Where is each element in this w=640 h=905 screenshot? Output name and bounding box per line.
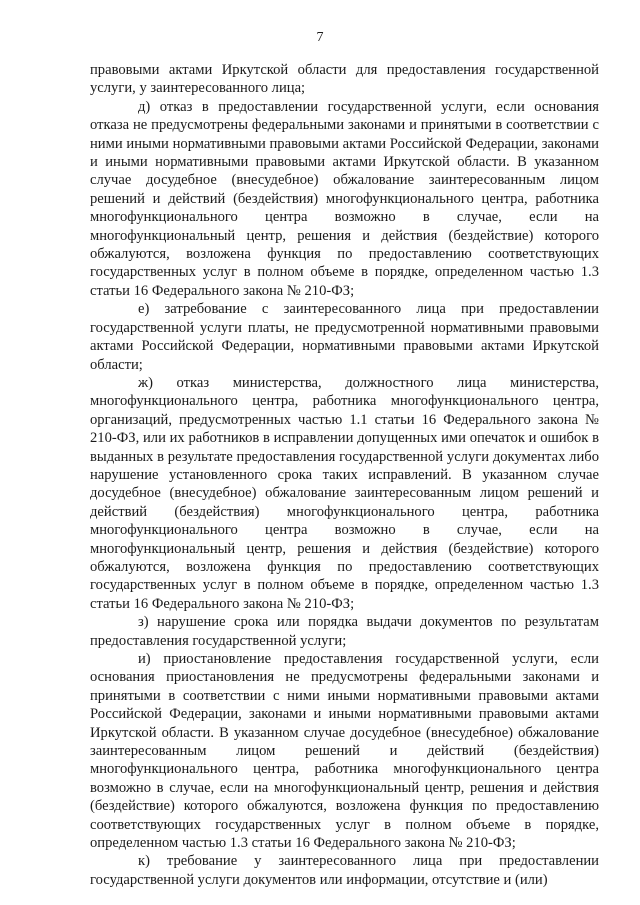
document-body xyxy=(90,61,599,889)
paragraph-item-z: з) нарушение срока или порядка выдачи документов по результатам предоставления государственной услуги; xyxy=(90,614,599,649)
paragraph-item-e: е) затребование с заинтересованного лица при предоставлении государственной услуги платы, не предусмотренной нормативными правовыми актами Российской Федерации, нормативными правовыми актами Иркутской области; xyxy=(90,301,599,373)
page-number: 7 xyxy=(316,30,324,45)
paragraph-item-d: д) отказ в предоставлении государственной услуги, если основания отказа не предусмотрены федеральными законами и принятыми в соответствии с ними иными нормативными правовыми актами Российской Федерации, законами и иными нормативными правовыми актами Иркутской области. В указанном случае досудебное (внесудебное) обжалование заинтересованным лицом решений и действий (бездействия) многофункционального центра, работника многофункционального центра возможно в случае, если на многофункциональный центр, решения и действия (бездействие) которого обжалуются, возложена функция по предоставлению соответствующих государственных услуг в полном объеме в порядке, определенном частью 1.3 статьи 16 Федерального закона № 210-ФЗ; xyxy=(90,98,599,299)
paragraph-continuation: правовыми актами Иркутской области для предоставления государственной услуги, у заинтересованного лица; xyxy=(90,62,599,97)
paragraph-item-k: к) требование у заинтересованного лица при предоставлении государственной услуги документов или информации, отсутствие и (или) xyxy=(90,853,599,888)
paragraph-item-i: и) приостановление предоставления государственной услуги, если основания приостановления не предусмотрены федеральными законами и принятыми в соответствии с ними иными нормативными правовыми актами Российской Федерации, законами и иными нормативными правовыми актами Иркутской области. В указанном случае досудебное (внесудебное) обжалование заинтересованным лицом решений и действий (бездействия) многофункционального центра, работника многофункционального центра возможно в случае, если на многофункциональный центр, решения и действия (бездействие) которого обжалуются, возложена функция по предоставлению соответствующих государственных услуг в полном объеме в порядке, определенном частью 1.3 статьи 16 Федерального закона № 210-ФЗ; xyxy=(90,651,599,852)
paragraph-item-zh: ж) отказ министерства, должностного лица министерства, многофункционального центра, работника многофункционального центра, организаций, предусмотренных частью 1.1 статьи 16 Федерального закона № 210-ФЗ, или их работников в исправлении допущенных ими опечаток и ошибок в выданных в результате предоставления государственной услуги документах либо нарушение установленного срока таких исправлений. В указанном случае досудебное (внесудебное) обжалование заинтересованным лицом решений и действий (бездействия) многофункционального центра, работника многофункционального центра возможно в случае, если на многофункциональный центр, решения и действия (бездействие) которого обжалуются, возложена функция по предоставлению соответствующих государственных услуг в полном объеме в порядке, определенном частью 1.3 статьи 16 Федерального закона № 210-ФЗ; xyxy=(90,374,599,612)
